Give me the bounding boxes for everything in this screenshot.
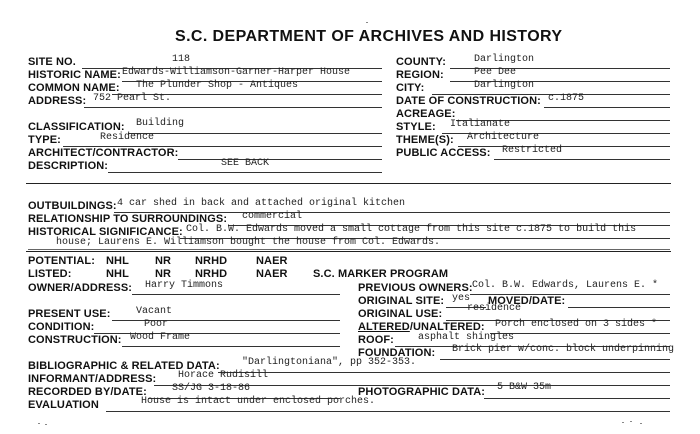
scan-speck <box>38 423 40 424</box>
county-label: COUNTY: <box>396 56 446 68</box>
common-name-label: COMMON NAME: <box>28 82 120 94</box>
condition-value: Poor <box>144 319 169 330</box>
style-label: STYLE: <box>396 121 436 133</box>
site-no-value: 118 <box>172 54 191 65</box>
bibliographic-value: "Darlingtoniana", pp 352-353. <box>242 357 417 368</box>
recorded-by-label: RECORDED BY/DATE: <box>28 386 147 398</box>
construction-value: Wood Frame <box>130 332 191 343</box>
separator-line <box>26 183 671 184</box>
listed-label: LISTED: <box>28 268 72 280</box>
foundation-label: FOUNDATION: <box>358 347 436 359</box>
previous-owners-label: PREVIOUS OWNERS: <box>358 282 473 294</box>
informant-label: INFORMANT/ADDRESS: <box>28 373 157 385</box>
relationship-value: commercial <box>242 211 303 222</box>
acreage-label: ACREAGE: <box>396 108 456 120</box>
scan-speck <box>630 421 632 422</box>
historical-significance-line-2 <box>28 249 670 250</box>
potential-nr: NR <box>155 255 172 267</box>
themes-label: THEME(S): <box>396 134 454 146</box>
city-value: Darlington <box>474 80 535 91</box>
classification-value: Building <box>136 118 185 129</box>
site-no-label: SITE NO. <box>28 56 76 68</box>
historic-name-label: HISTORIC NAME: <box>28 69 121 81</box>
description-line <box>108 172 382 173</box>
moved-date-line <box>568 307 670 308</box>
recorded-by-value: SS/JG 3-18-86 <box>172 383 251 394</box>
historical-significance-label: HISTORICAL SIGNIFICANCE: <box>28 226 183 238</box>
informant-value: Horace Rudisill <box>178 370 269 381</box>
listed-nhl: NHL <box>106 268 129 280</box>
date-of-construction-label: DATE OF CONSTRUCTION: <box>396 95 541 107</box>
scan-speck <box>366 22 368 23</box>
public-access-label: PUBLIC ACCESS: <box>396 147 491 159</box>
listed-nrhd: NRHD <box>195 268 228 280</box>
historical-significance-value-2: house; Laurens E. Williamson bought the house from Col. Edwards. <box>56 237 441 248</box>
evaluation-label: EVALUATION <box>28 399 99 411</box>
public-access-line <box>494 159 670 160</box>
foundation-line <box>440 359 670 360</box>
photographic-value: 5 B&W 35m <box>497 382 552 393</box>
marker-program-label: S.C. MARKER PROGRAM <box>313 268 449 280</box>
historic-name-value: Edwards-Williamson-Garner-Harper House <box>122 67 351 78</box>
listed-naer: NAER <box>256 268 288 280</box>
style-value: Italianate <box>450 119 511 130</box>
relationship-label: RELATIONSHIP TO SURROUNDINGS: <box>28 213 228 225</box>
county-value: Darlington <box>474 54 535 65</box>
description-value: SEE BACK <box>221 158 270 169</box>
region-label: REGION: <box>396 69 444 81</box>
owner-address-line <box>132 294 340 295</box>
original-use-label: ORIGINAL USE: <box>358 308 443 320</box>
potential-nrhd: NRHD <box>195 255 228 267</box>
common-name-value: The Plunder Shop - Antiques <box>136 80 299 91</box>
foundation-value: Brick pier w/conc. block underpinning <box>452 344 675 355</box>
classification-label: CLASSIFICATION: <box>28 121 125 133</box>
photographic-line <box>484 398 670 399</box>
architect-label: ARCHITECT/CONTRACTOR: <box>28 147 179 159</box>
potential-nhl: NHL <box>106 255 129 267</box>
altered-line <box>490 333 670 334</box>
listed-nr: NR <box>155 268 172 280</box>
evaluation-value: House is intact under enclosed porches. <box>141 396 376 407</box>
address-label: ADDRESS: <box>28 95 87 107</box>
scan-speck <box>622 422 624 423</box>
scan-speck <box>640 423 642 424</box>
type-label: TYPE: <box>28 134 61 146</box>
separator-line <box>26 251 671 252</box>
region-value: Pee Dee <box>474 67 517 78</box>
original-use-value: residence <box>467 303 522 314</box>
original-site-label: ORIGINAL SITE: <box>358 295 445 307</box>
present-use-label: PRESENT USE: <box>28 308 111 320</box>
type-value: Residence <box>100 132 155 143</box>
present-use-value: Vacant <box>136 306 173 317</box>
construction-line <box>122 346 340 347</box>
date-of-construction-line <box>544 107 670 108</box>
condition-label: CONDITION: <box>28 321 95 333</box>
address-value: 752 Pearl St. <box>93 93 172 104</box>
classification-line <box>128 133 382 134</box>
themes-value: Architecture <box>467 132 540 143</box>
roof-value: asphalt shingles <box>418 332 515 343</box>
original-site-value: yes <box>452 293 471 304</box>
bibliographic-line <box>218 372 670 373</box>
outbuildings-value: 4 car shed in back and attached original kitchen <box>117 198 406 209</box>
altered-slash: / <box>409 321 413 333</box>
moved-date-label: MOVED/DATE: <box>488 295 566 307</box>
architect-line <box>178 159 382 160</box>
previous-owners-value: Col. B.W. Edwards, Laurens E. * <box>472 280 659 291</box>
altered-value: Porch enclosed on 3 sides * <box>495 319 658 330</box>
outbuildings-label: OUTBUILDINGS: <box>28 200 117 212</box>
date-of-construction-value: c.1875 <box>548 93 585 104</box>
owner-address-value: Harry Timmons <box>145 280 224 291</box>
owner-address-label: OWNER/ADDRESS: <box>28 282 133 294</box>
public-access-value: Restricted <box>502 145 563 156</box>
roof-label: ROOF: <box>358 334 394 346</box>
bibliographic-label: BIBLIOGRAPHIC & RELATED DATA: <box>28 360 220 372</box>
evaluation-line <box>106 411 670 412</box>
address-line <box>84 107 382 108</box>
description-label: DESCRIPTION: <box>28 160 109 172</box>
form-title: S.C. DEPARTMENT OF ARCHIVES AND HISTORY <box>175 28 563 45</box>
historical-significance-value-1: Col. B.W. Edwards moved a small cottage from this site c.1875 to build this <box>186 224 637 235</box>
construction-label: CONSTRUCTION: <box>28 334 122 346</box>
altered-prefix: ALTERED <box>358 321 410 333</box>
unaltered-label: UNALTERED: <box>412 321 485 333</box>
potential-naer: NAER <box>256 255 288 267</box>
potential-label: POTENTIAL: <box>28 255 95 267</box>
photographic-label: PHOTOGRAPHIC DATA: <box>358 386 486 398</box>
scan-speck <box>45 424 47 425</box>
city-label: CITY: <box>396 82 425 94</box>
